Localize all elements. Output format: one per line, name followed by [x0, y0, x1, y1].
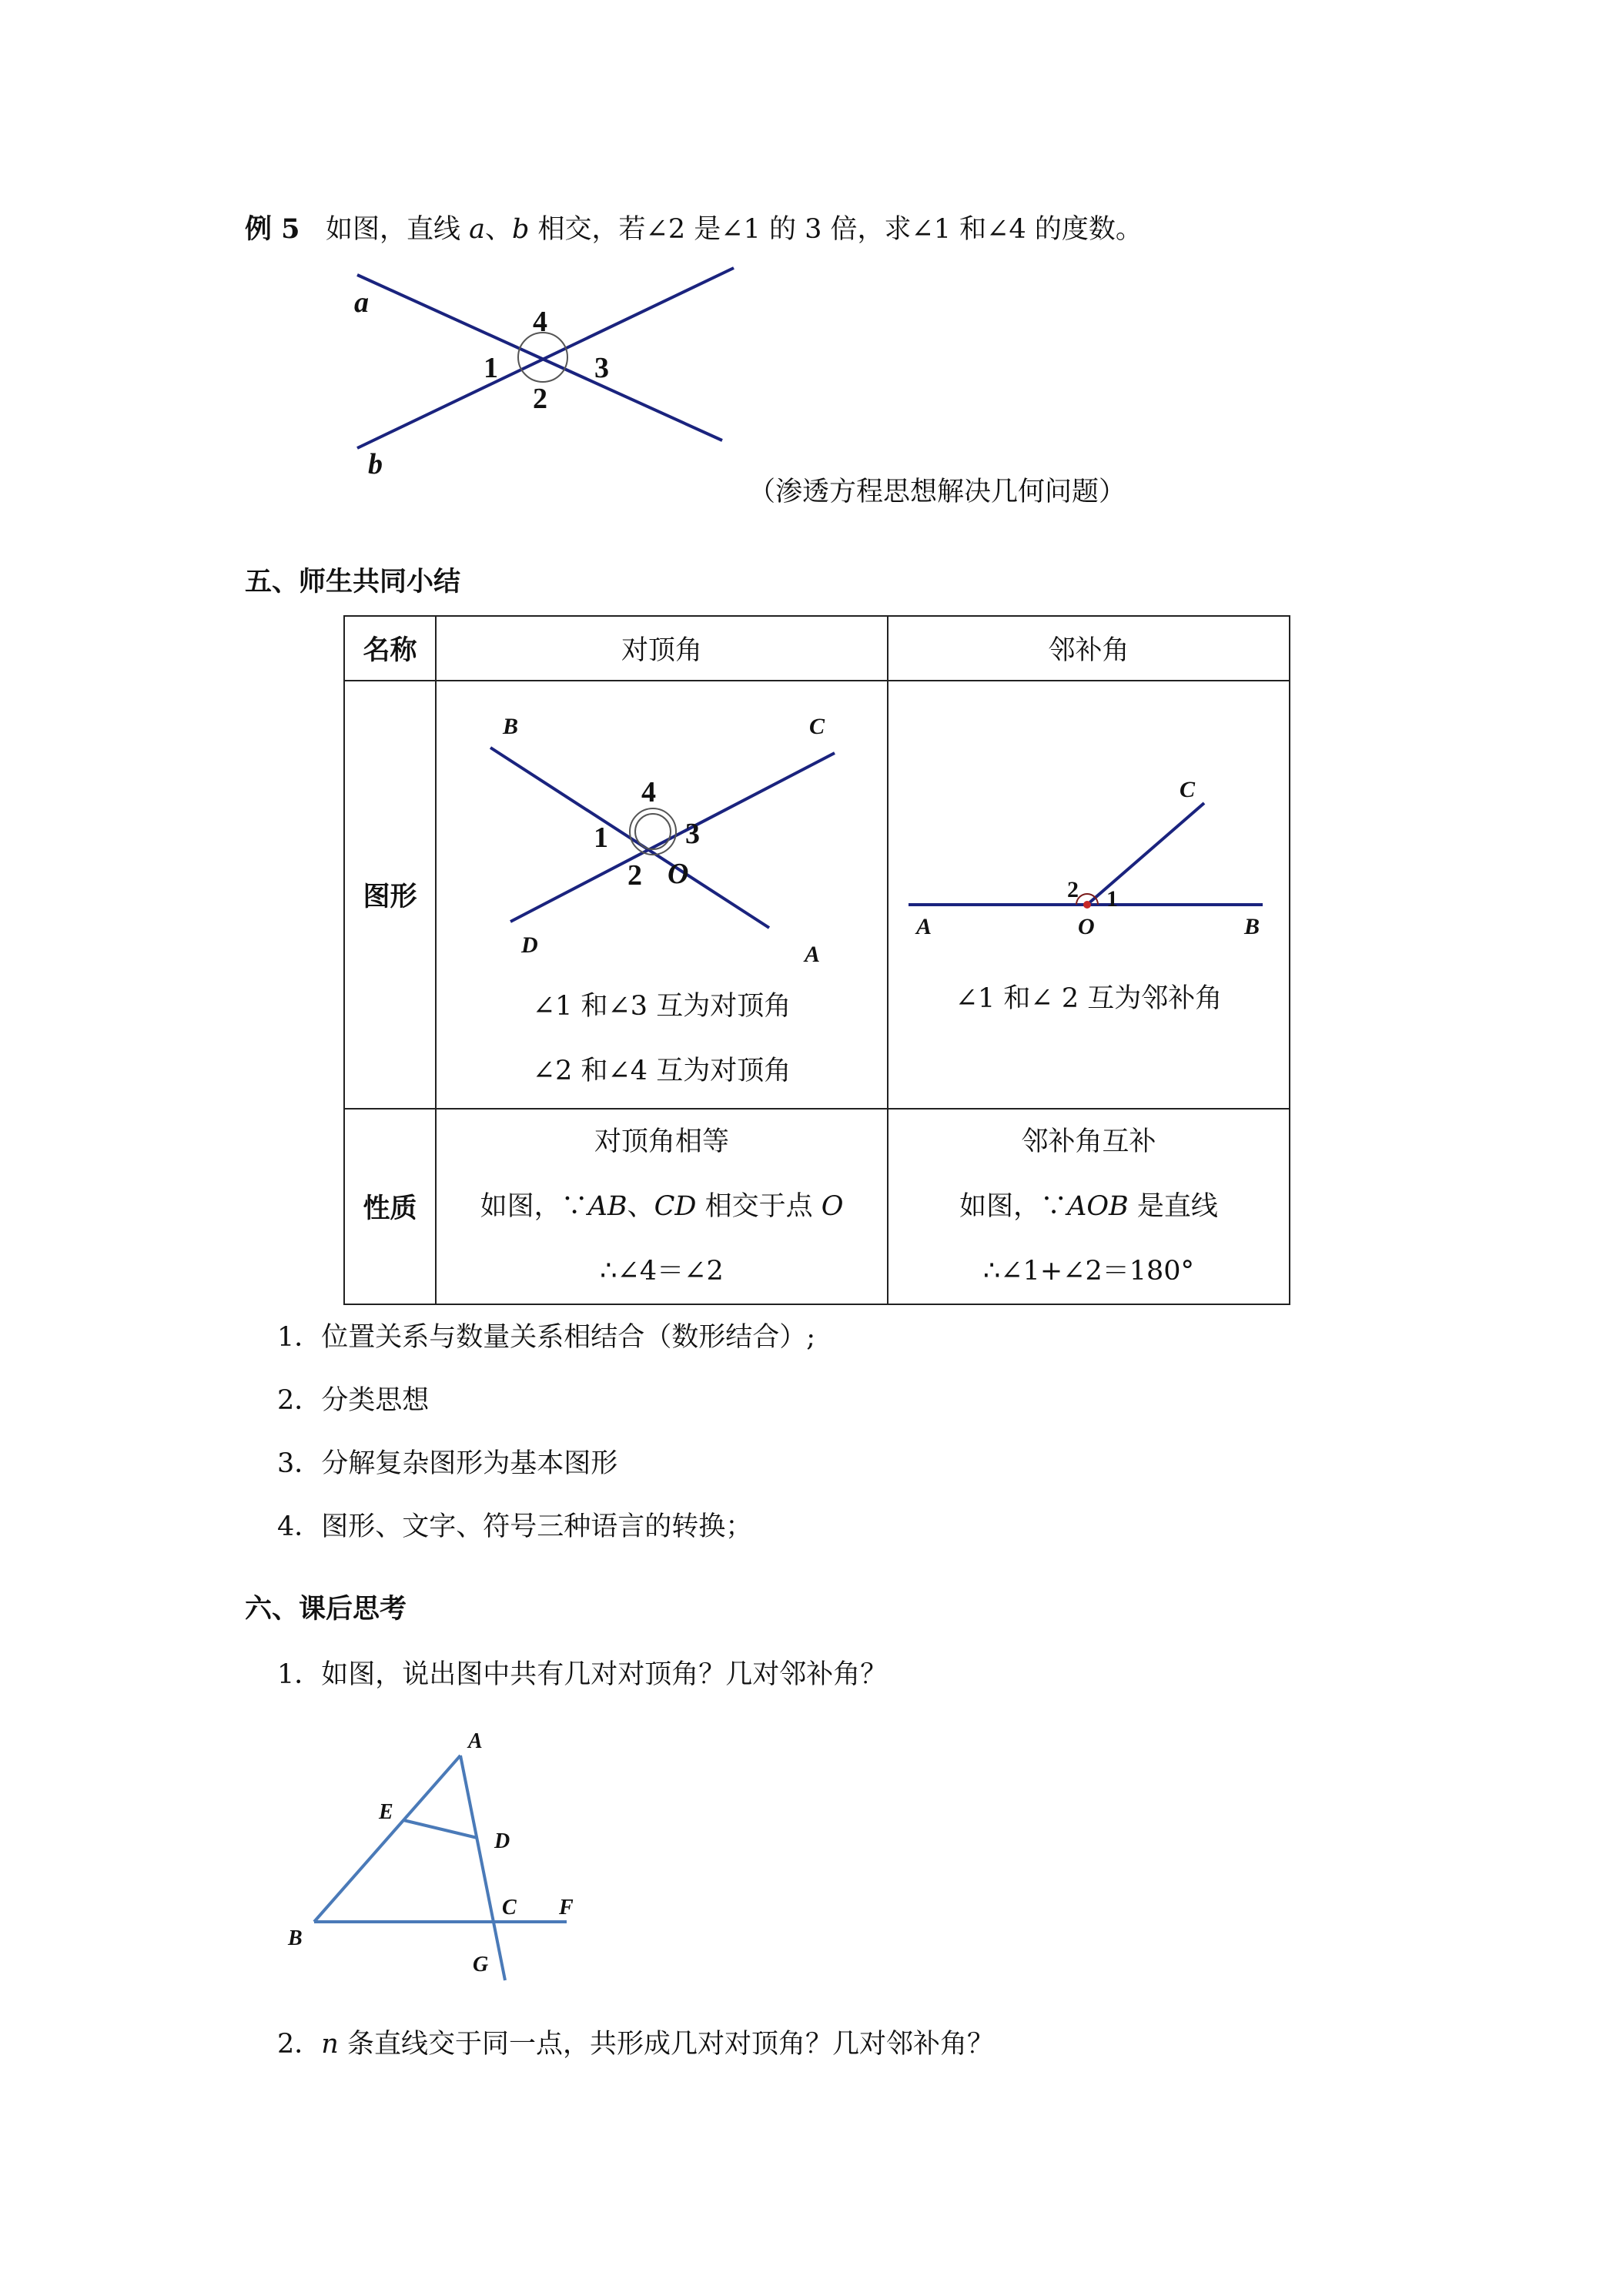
- point-b: B: [1244, 914, 1260, 939]
- header-adjacent: 邻补角: [888, 616, 1290, 681]
- summary-point-4: 4．图形、文字、符号三种语言的转换；: [277, 1511, 753, 1542]
- cell-adjacent-figure: [888, 681, 1290, 1109]
- line-ba: [490, 748, 769, 928]
- point-d: D: [494, 1829, 510, 1853]
- question-prefix: 如图，直线: [325, 214, 470, 245]
- vertical-angles-figure: [437, 681, 887, 974]
- ray-oc: [1087, 803, 1204, 905]
- question-sep: 、: [484, 214, 512, 245]
- cell-vertical-property: [436, 1109, 888, 1304]
- point-g: G: [473, 1953, 489, 1976]
- label-angle-1: 1: [484, 352, 498, 384]
- point-b: B: [288, 1926, 303, 1950]
- point-a: A: [916, 914, 932, 939]
- angle-2: 2: [627, 859, 642, 892]
- cell-vertical-figure: [436, 681, 888, 1109]
- point-c: C: [1180, 777, 1196, 802]
- angle-4: 4: [641, 776, 656, 808]
- point-b: B: [503, 714, 519, 739]
- angle-2: 2: [1067, 877, 1079, 902]
- line-dc: [510, 753, 835, 922]
- var-b: b: [511, 214, 530, 245]
- summary-point-1: 1．位置关系与数量关系相结合（数形结合）;: [277, 1322, 816, 1353]
- vertical-desc-1: ∠1 和∠3 互为对顶角: [532, 991, 791, 1022]
- angle-circle-inner: [635, 814, 671, 849]
- question-1: 1．如图，说出图中共有几对对顶角？几对邻补角？: [277, 1659, 888, 1690]
- line-ag: [460, 1755, 505, 1980]
- table-figure-row: [344, 681, 1290, 1109]
- adjacent-desc: ∠1 和∠ 2 互为邻补角: [955, 983, 1223, 1014]
- question-2: 2．n 条直线交于同一点，共形成几对对顶角？几对邻补角？: [277, 2029, 994, 2060]
- summary-point-3: 3．分解复杂图形为基本图形: [277, 1448, 618, 1479]
- point-a: A: [805, 942, 821, 967]
- table-header-row: [344, 616, 1290, 681]
- point-d: D: [521, 932, 538, 958]
- header-vertical: 对顶角: [436, 616, 888, 681]
- angle-circle: [518, 333, 567, 382]
- question-suffix: 相交，若∠2 是∠1 的 3 倍，求∠1 和∠4 的度数。: [529, 214, 1143, 245]
- segment-ed: [403, 1820, 477, 1838]
- label-angle-3: 3: [594, 352, 609, 384]
- label-line-a: a: [354, 286, 369, 319]
- point-a: A: [468, 1729, 483, 1753]
- vertical-property-title: 对顶角相等: [594, 1126, 729, 1157]
- example-figure: [331, 254, 762, 500]
- header-name: 名称: [344, 616, 436, 681]
- example-label: 例 5: [245, 213, 300, 245]
- example-note: （渗透方程思想解决几何问题）: [748, 477, 1126, 507]
- side-ba: [314, 1755, 460, 1922]
- adjacent-property-line3: ∴∠1+∠2＝180°: [982, 1256, 1195, 1287]
- angle-1: 1: [1106, 886, 1118, 912]
- var-a: a: [469, 214, 485, 245]
- vertical-property-line3: ∴∠4＝∠2: [600, 1256, 724, 1287]
- point-c: C: [809, 714, 825, 739]
- point-o: O: [668, 858, 689, 890]
- label-angle-2: 2: [533, 383, 547, 415]
- example-question: [245, 213, 1143, 245]
- point-f: F: [559, 1896, 574, 1919]
- cell-adjacent-property: [888, 1109, 1290, 1304]
- vertical-desc-2: ∠2 和∠4 互为对顶角: [532, 1056, 791, 1086]
- row-figure-label: 图形: [344, 681, 436, 1109]
- point-c: C: [502, 1896, 517, 1919]
- table-property-row: [344, 1109, 1290, 1304]
- section6-title: 六、课后思考: [245, 1593, 407, 1625]
- summary-point-2: 2．分类思想: [277, 1385, 430, 1416]
- triangle-figure: [277, 1717, 601, 1994]
- adjacent-angles-figure: [888, 681, 1289, 966]
- row-property-label: 性质: [344, 1109, 436, 1304]
- vertical-property-line2: 如图，∵AB、CD 相交于点 O: [480, 1191, 844, 1222]
- vertex-dot: [1083, 901, 1091, 909]
- adjacent-property-line2: 如图，∵AOB 是直线: [959, 1191, 1218, 1222]
- point-e: E: [379, 1800, 393, 1824]
- section5-title: 五、师生共同小结: [245, 566, 461, 597]
- angle-3: 3: [685, 818, 700, 850]
- adjacent-property-title: 邻补角互补: [1021, 1126, 1156, 1157]
- point-o: O: [1078, 914, 1095, 939]
- summary-table: [343, 615, 1290, 1305]
- label-angle-4: 4: [533, 306, 547, 338]
- label-line-b: b: [368, 448, 383, 480]
- angle-1: 1: [594, 822, 608, 854]
